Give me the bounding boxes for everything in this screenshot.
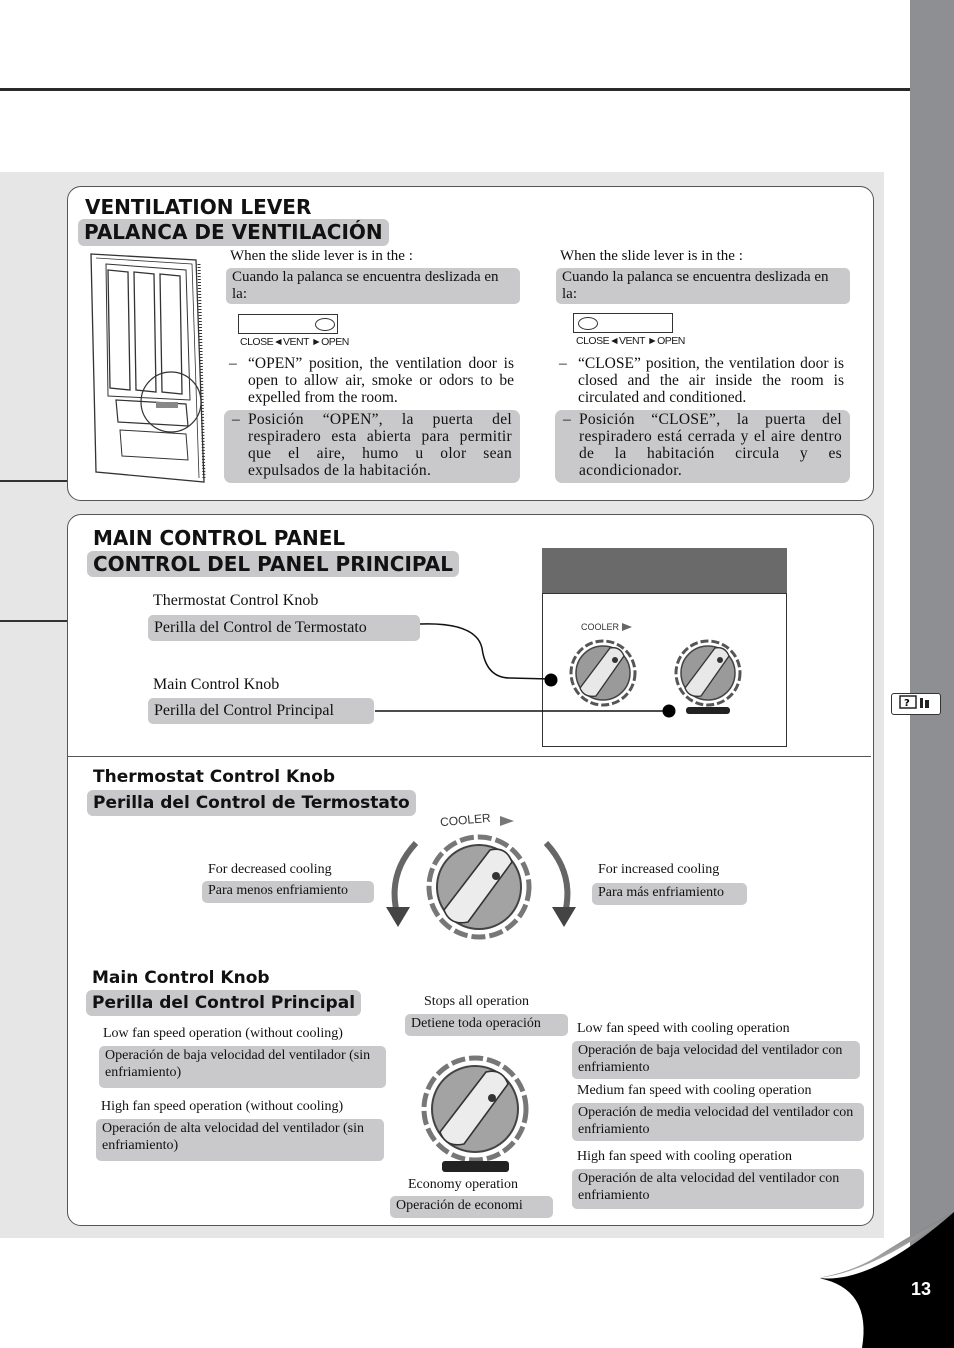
vent-right-intro-es: Cuando la palanca se encuentra deslizada en la: [556, 268, 850, 304]
leader-lines [370, 618, 680, 718]
increased-cooling-en: For increased cooling [598, 862, 720, 877]
control-panel-header [542, 548, 787, 593]
decreased-cooling-en: For decreased cooling [208, 862, 332, 877]
vent-slider-open[interactable] [238, 314, 338, 334]
med-cool-es: Operación de media velocidad del ventilador con enfriamiento [572, 1103, 864, 1141]
economy-es: Operación de economi [390, 1196, 553, 1218]
thermostat-label-en: Thermostat Control Knob [153, 592, 319, 609]
med-cool-en: Medium fan speed with cooling operation [577, 1083, 812, 1098]
decreased-cooling-es: Para menos enfriamiento [202, 881, 374, 903]
vent-slider-label: CLOSE◄VENT ►OPEN [240, 336, 349, 348]
thermostat-knob-large[interactable] [426, 834, 532, 940]
thermostat-section-title-en: Thermostat Control Knob [93, 767, 336, 787]
high-fan-es: Operación de alta velocidad del ventilador (sin enfriamiento) [96, 1119, 384, 1161]
high-fan-en: High fan speed operation (without cooling) [101, 1099, 344, 1114]
side-guide-line [0, 620, 68, 622]
high-cool-es: Operación de alta velocidad del ventilador con enfriamiento [572, 1169, 864, 1209]
cooler-label: COOLER [439, 810, 492, 830]
top-rule [0, 88, 910, 91]
panel-divider [68, 756, 871, 757]
low-cool-es: Operación de baja velocidad del ventilador con enfriamiento [572, 1041, 860, 1079]
ventilation-title-en: VENTILATION LEVER [85, 195, 312, 219]
main-section-title-es: Perilla del Control Principal [86, 990, 361, 1016]
side-guide-line [0, 480, 68, 482]
economy-bar [442, 1161, 509, 1172]
main-panel-title-en: MAIN CONTROL PANEL [93, 526, 346, 550]
stops-es: Detiene toda operación [405, 1014, 568, 1036]
page-number: 13 [911, 1279, 932, 1299]
manual-language-icon [891, 693, 941, 715]
increased-cooling-es: Para más enfriamiento [592, 883, 747, 905]
slider-knob-icon[interactable] [578, 317, 598, 330]
vent-right-desc-es-block: – Posición “CLOSE”, la puerta del respiradero está cerrada y el aire dentro de la habitación circula y es acondicionador. [555, 410, 850, 483]
vent-right-intro-en: When the slide lever is in the : [560, 248, 743, 264]
main-section-title-en: Main Control Knob [92, 968, 270, 988]
vent-left-desc-es: Posición “OPEN”, la puerta del respiradero esta abierta para permitir que el aire, humo u olor sean expulsados de la habitación. [248, 411, 512, 479]
main-knob-label-en: Main Control Knob [153, 676, 280, 693]
vent-right-desc-en-block: – “CLOSE” position, the ventilation door is closed and the air inside the room is circulated and conditioned. [559, 355, 844, 406]
vent-right-desc-es: Posición “CLOSE”, la puerta del respiradero está cerrada y el aire dentro de la habitación circula y es acondicionador. [579, 411, 842, 479]
high-cool-en: High fan speed with cooling operation [577, 1149, 793, 1164]
main-knob-small[interactable] [673, 638, 743, 708]
vent-slider-close[interactable] [573, 313, 673, 333]
vent-left-desc-es-block: – Posición “OPEN”, la puerta del respiradero esta abierta para permitir que el aire, humo u olor sean expulsados de la habitación. [224, 410, 520, 483]
vent-slider-label: CLOSE◄VENT ►OPEN [576, 335, 685, 347]
low-cool-en: Low fan speed with cooling operation [577, 1021, 790, 1036]
vent-right-desc-en: “CLOSE” position, the ventilation door is closed and the air inside the room is circulated and conditioned. [578, 355, 844, 406]
vent-left-desc-en: “OPEN” position, the ventilation door is open to allow air, smoke or odors to be expelled from the room. [248, 355, 514, 406]
side-band [910, 0, 954, 1348]
main-panel-title-es: CONTROL DEL PANEL PRINCIPAL [87, 551, 459, 577]
low-fan-en: Low fan speed operation (without cooling) [103, 1026, 343, 1041]
main-knob-large[interactable] [420, 1054, 530, 1164]
economy-en: Economy operation [408, 1177, 519, 1192]
main-knob-label-es: Perilla del Control Principal [148, 698, 374, 724]
thermostat-label-es: Perilla del Control de Termostato [148, 615, 420, 641]
vent-left-desc-en-block: – “OPEN” position, the ventilation door is open to allow air, smoke or odors to be expelled from the room. [229, 355, 514, 406]
svg-text:?: ? [904, 698, 910, 709]
stops-en: Stops all operation [424, 994, 529, 1009]
slider-knob-icon[interactable] [315, 318, 335, 331]
thermostat-section-title-es: Perilla del Control de Termostato [87, 790, 416, 816]
low-fan-es: Operación de baja velocidad del ventilador (sin enfriamiento) [99, 1046, 386, 1088]
arrow-right-icon [500, 816, 516, 826]
economy-bar-small [686, 707, 730, 714]
page-curl [812, 1212, 954, 1348]
ventilation-title-es: PALANCA DE VENTILACIÓN [78, 219, 389, 246]
window-unit-illustration [86, 250, 211, 490]
cooler-label-small: COOLER [581, 622, 620, 632]
vent-left-intro-en: When the slide lever is in the : [230, 248, 413, 264]
vent-left-intro-es: Cuando la palanca se encuentra deslizada en la: [226, 268, 520, 304]
